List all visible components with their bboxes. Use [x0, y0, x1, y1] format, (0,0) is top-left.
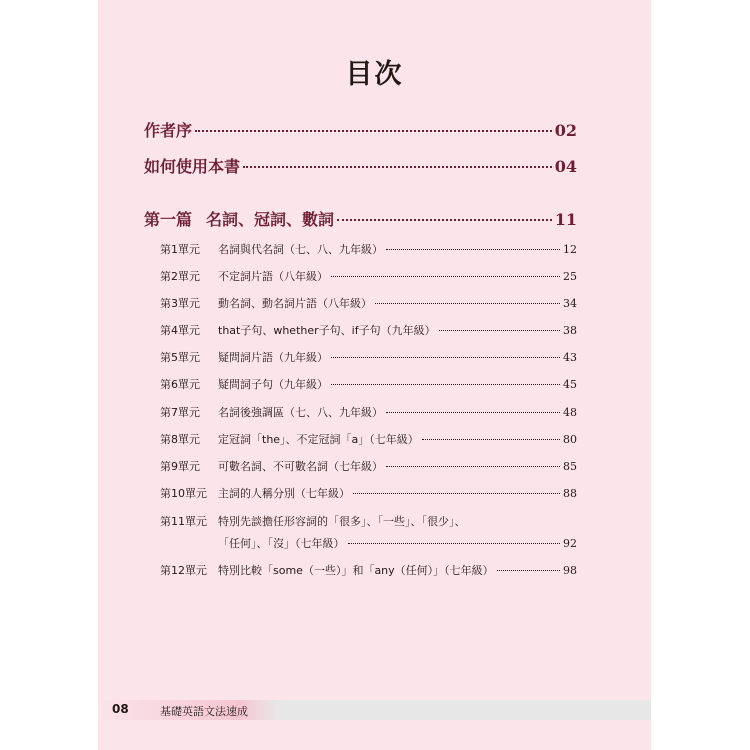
- dot-leader: [439, 330, 560, 331]
- toc-entry-page: 02: [554, 121, 577, 140]
- part-number: 第一篇: [144, 210, 193, 229]
- unit-number: 第5單元: [160, 351, 200, 364]
- dot-leader: [331, 384, 560, 385]
- dot-leader: [195, 130, 552, 132]
- unit-title: 不定詞片語（八年級）: [218, 270, 328, 283]
- toc-entry-label: 如何使用本書: [144, 157, 241, 176]
- unit-number: 第11單元: [160, 515, 207, 528]
- dot-leader: [348, 543, 561, 544]
- toc-unit-row[interactable]: [160, 295, 577, 311]
- unit-number: 第8單元: [160, 433, 200, 446]
- toc-unit-row[interactable]: [160, 404, 577, 420]
- toc-unit-row[interactable]: [160, 562, 577, 578]
- unit-number: 第4單元: [160, 324, 200, 337]
- toc-entry-page: 04: [554, 157, 577, 176]
- unit-title: 主詞的人稱分別（七年級）: [218, 487, 350, 500]
- unit-title: 可數名詞、不可數名詞（七年級）: [218, 460, 383, 473]
- toc-unit-row[interactable]: [160, 485, 577, 501]
- dot-leader: [497, 570, 560, 571]
- footer-book-title: 基礎英語文法速成: [160, 705, 248, 718]
- unit-title-continued: 「任何」、「沒」（七年級）: [218, 537, 345, 550]
- unit-page: 12: [563, 243, 577, 256]
- part-label: 名詞、冠詞、數詞: [206, 210, 335, 229]
- unit-page: 48: [563, 406, 577, 419]
- dot-leader: [386, 249, 560, 250]
- dot-leader: [375, 303, 560, 304]
- dot-leader: [353, 493, 560, 494]
- unit-title: 特別比較「some（一些）」和「any（任何）」（七年級）: [218, 564, 494, 577]
- unit-number: 第1單元: [160, 243, 200, 256]
- page-background: [98, 0, 651, 750]
- unit-page: 34: [563, 297, 577, 310]
- toc-entry-how-to-use[interactable]: [144, 154, 577, 177]
- dot-leader: [386, 466, 560, 467]
- toc-unit-row[interactable]: [160, 431, 577, 447]
- unit-page: 45: [563, 378, 577, 391]
- page-title: 目次: [345, 59, 404, 90]
- unit-page: 43: [563, 351, 577, 364]
- unit-number: 第2單元: [160, 270, 200, 283]
- toc-unit-row[interactable]: [160, 513, 577, 529]
- dot-leader: [331, 357, 560, 358]
- unit-number: 第10單元: [160, 487, 207, 500]
- dot-leader: [331, 276, 560, 277]
- dot-leader: [386, 412, 560, 413]
- unit-title: 名詞與代名詞（七、八、九年級）: [218, 243, 383, 256]
- unit-page: 98: [563, 564, 577, 577]
- unit-page: 25: [563, 270, 577, 283]
- unit-title: 疑問詞子句（九年級）: [218, 378, 328, 391]
- toc-unit-row[interactable]: [160, 376, 577, 392]
- unit-number: 第7單元: [160, 406, 200, 419]
- unit-number: 第12單元: [160, 564, 207, 577]
- toc-unit-row[interactable]: [160, 458, 577, 474]
- unit-page: 88: [563, 487, 577, 500]
- unit-page: 80: [563, 433, 577, 446]
- page-footer: [98, 700, 651, 720]
- toc-entry-preface[interactable]: [144, 118, 577, 141]
- unit-number: 第9單元: [160, 460, 200, 473]
- unit-page: 85: [563, 460, 577, 473]
- dot-leader: [337, 219, 552, 221]
- unit-title: that子句、whether子句、if子句（九年級）: [218, 324, 436, 337]
- dot-leader: [422, 439, 560, 440]
- unit-title: 名詞後強調區（七、八、九年級）: [218, 406, 383, 419]
- toc-unit-row[interactable]: [160, 349, 577, 365]
- unit-page: 38: [563, 324, 577, 337]
- unit-title: 特別先談擔任形容詞的「很多」、「一些」、「很少」、: [218, 515, 466, 528]
- toc-entry-label: 作者序: [144, 121, 193, 140]
- toc-unit-row[interactable]: [160, 322, 577, 338]
- toc-unit-row-continued[interactable]: [218, 535, 577, 551]
- unit-title: 疑問詞片語（九年級）: [218, 351, 328, 364]
- part-page: 11: [554, 210, 577, 229]
- unit-page: 92: [563, 537, 577, 550]
- unit-number: 第6單元: [160, 378, 200, 391]
- toc-unit-row[interactable]: [160, 241, 577, 257]
- toc-unit-row[interactable]: [160, 268, 577, 284]
- toc-part-heading[interactable]: [144, 207, 577, 230]
- footer-page-number: 08: [112, 702, 129, 716]
- dot-leader: [243, 166, 552, 168]
- unit-title: 定冠詞「the」、不定冠詞「a」（七年級）: [218, 433, 419, 446]
- unit-number: 第3單元: [160, 297, 200, 310]
- unit-title: 動名詞、動名詞片語（八年級）: [218, 297, 372, 310]
